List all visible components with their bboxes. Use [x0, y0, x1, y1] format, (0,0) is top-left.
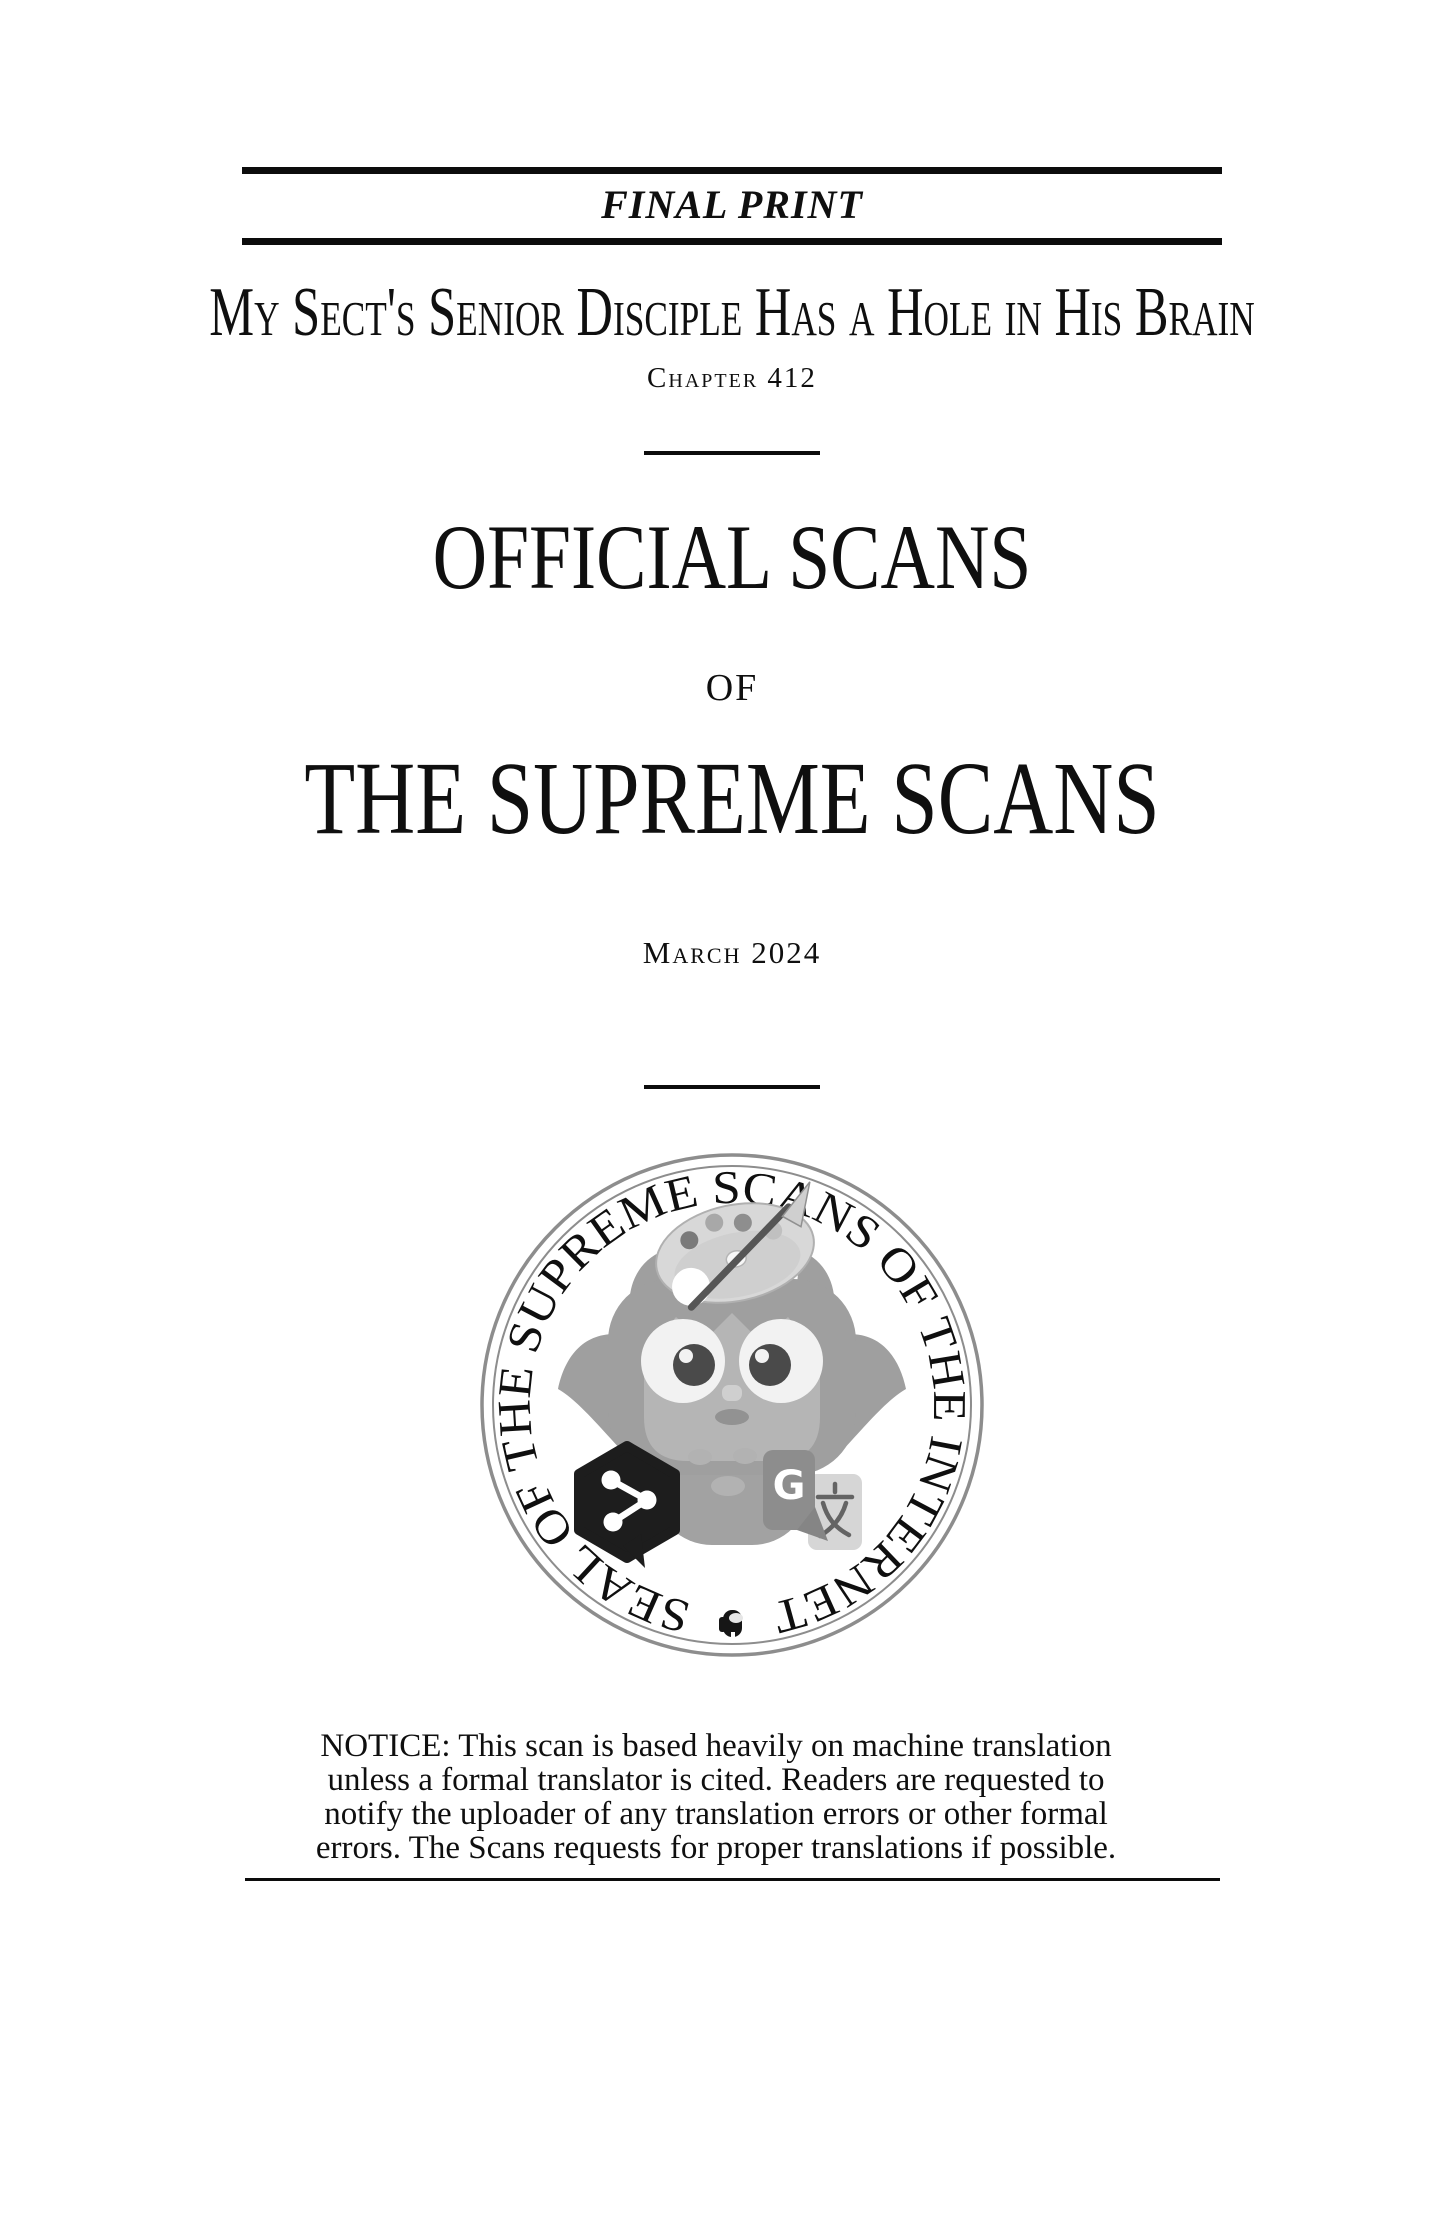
heading-connector-of: OF — [705, 667, 759, 710]
seal-ring-text: SEAL OF THE SUPREME SCANS OF THE INTERNET — [488, 1161, 976, 1643]
owl-belly-spot — [688, 1449, 712, 1465]
divider-rule-top — [644, 451, 820, 455]
owl-belly-spot — [733, 1448, 757, 1464]
bottom-rule — [245, 1878, 1220, 1881]
crewmate-icon — [719, 1610, 743, 1638]
heading-supreme-scans: THE SUPREME SCANS — [304, 741, 1160, 857]
owl-beak — [722, 1385, 742, 1401]
owl-right-eye-highlight — [755, 1349, 769, 1363]
notice-paragraph — [226, 1729, 1206, 1865]
heading-official-scans: OFFICIAL SCANS — [432, 506, 1032, 609]
translate-g-letter: G — [772, 1462, 806, 1509]
series-title: My Sect's Senior Disciple Has a Hole in His Brain — [209, 274, 1255, 351]
chapter-label: Chapter 412 — [647, 362, 817, 394]
notice-line: errors. The Scans requests for proper translations if possible. — [315, 1829, 1117, 1866]
notice-line: unless a formal translator is cited. Readers are requested to — [327, 1761, 1105, 1798]
owl-right-pupil — [749, 1344, 791, 1386]
owl-left-pupil — [673, 1344, 715, 1386]
owl-mouth — [715, 1409, 749, 1425]
document-page — [209, 167, 1255, 1881]
date-label: March 2024 — [642, 935, 822, 971]
owl-belly-spot — [711, 1476, 745, 1496]
notice-line: notify the uploader of any translation errors or other formal — [324, 1795, 1108, 1832]
supreme-scans-seal — [472, 1145, 992, 1665]
owl-left-eye-highlight — [679, 1349, 693, 1363]
final-print-banner — [242, 167, 1222, 245]
banner-label: FINAL PRINT — [601, 182, 863, 227]
divider-rule-seal — [644, 1085, 820, 1089]
notice-line: NOTICE: This scan is based heavily on machine translation — [320, 1727, 1112, 1764]
